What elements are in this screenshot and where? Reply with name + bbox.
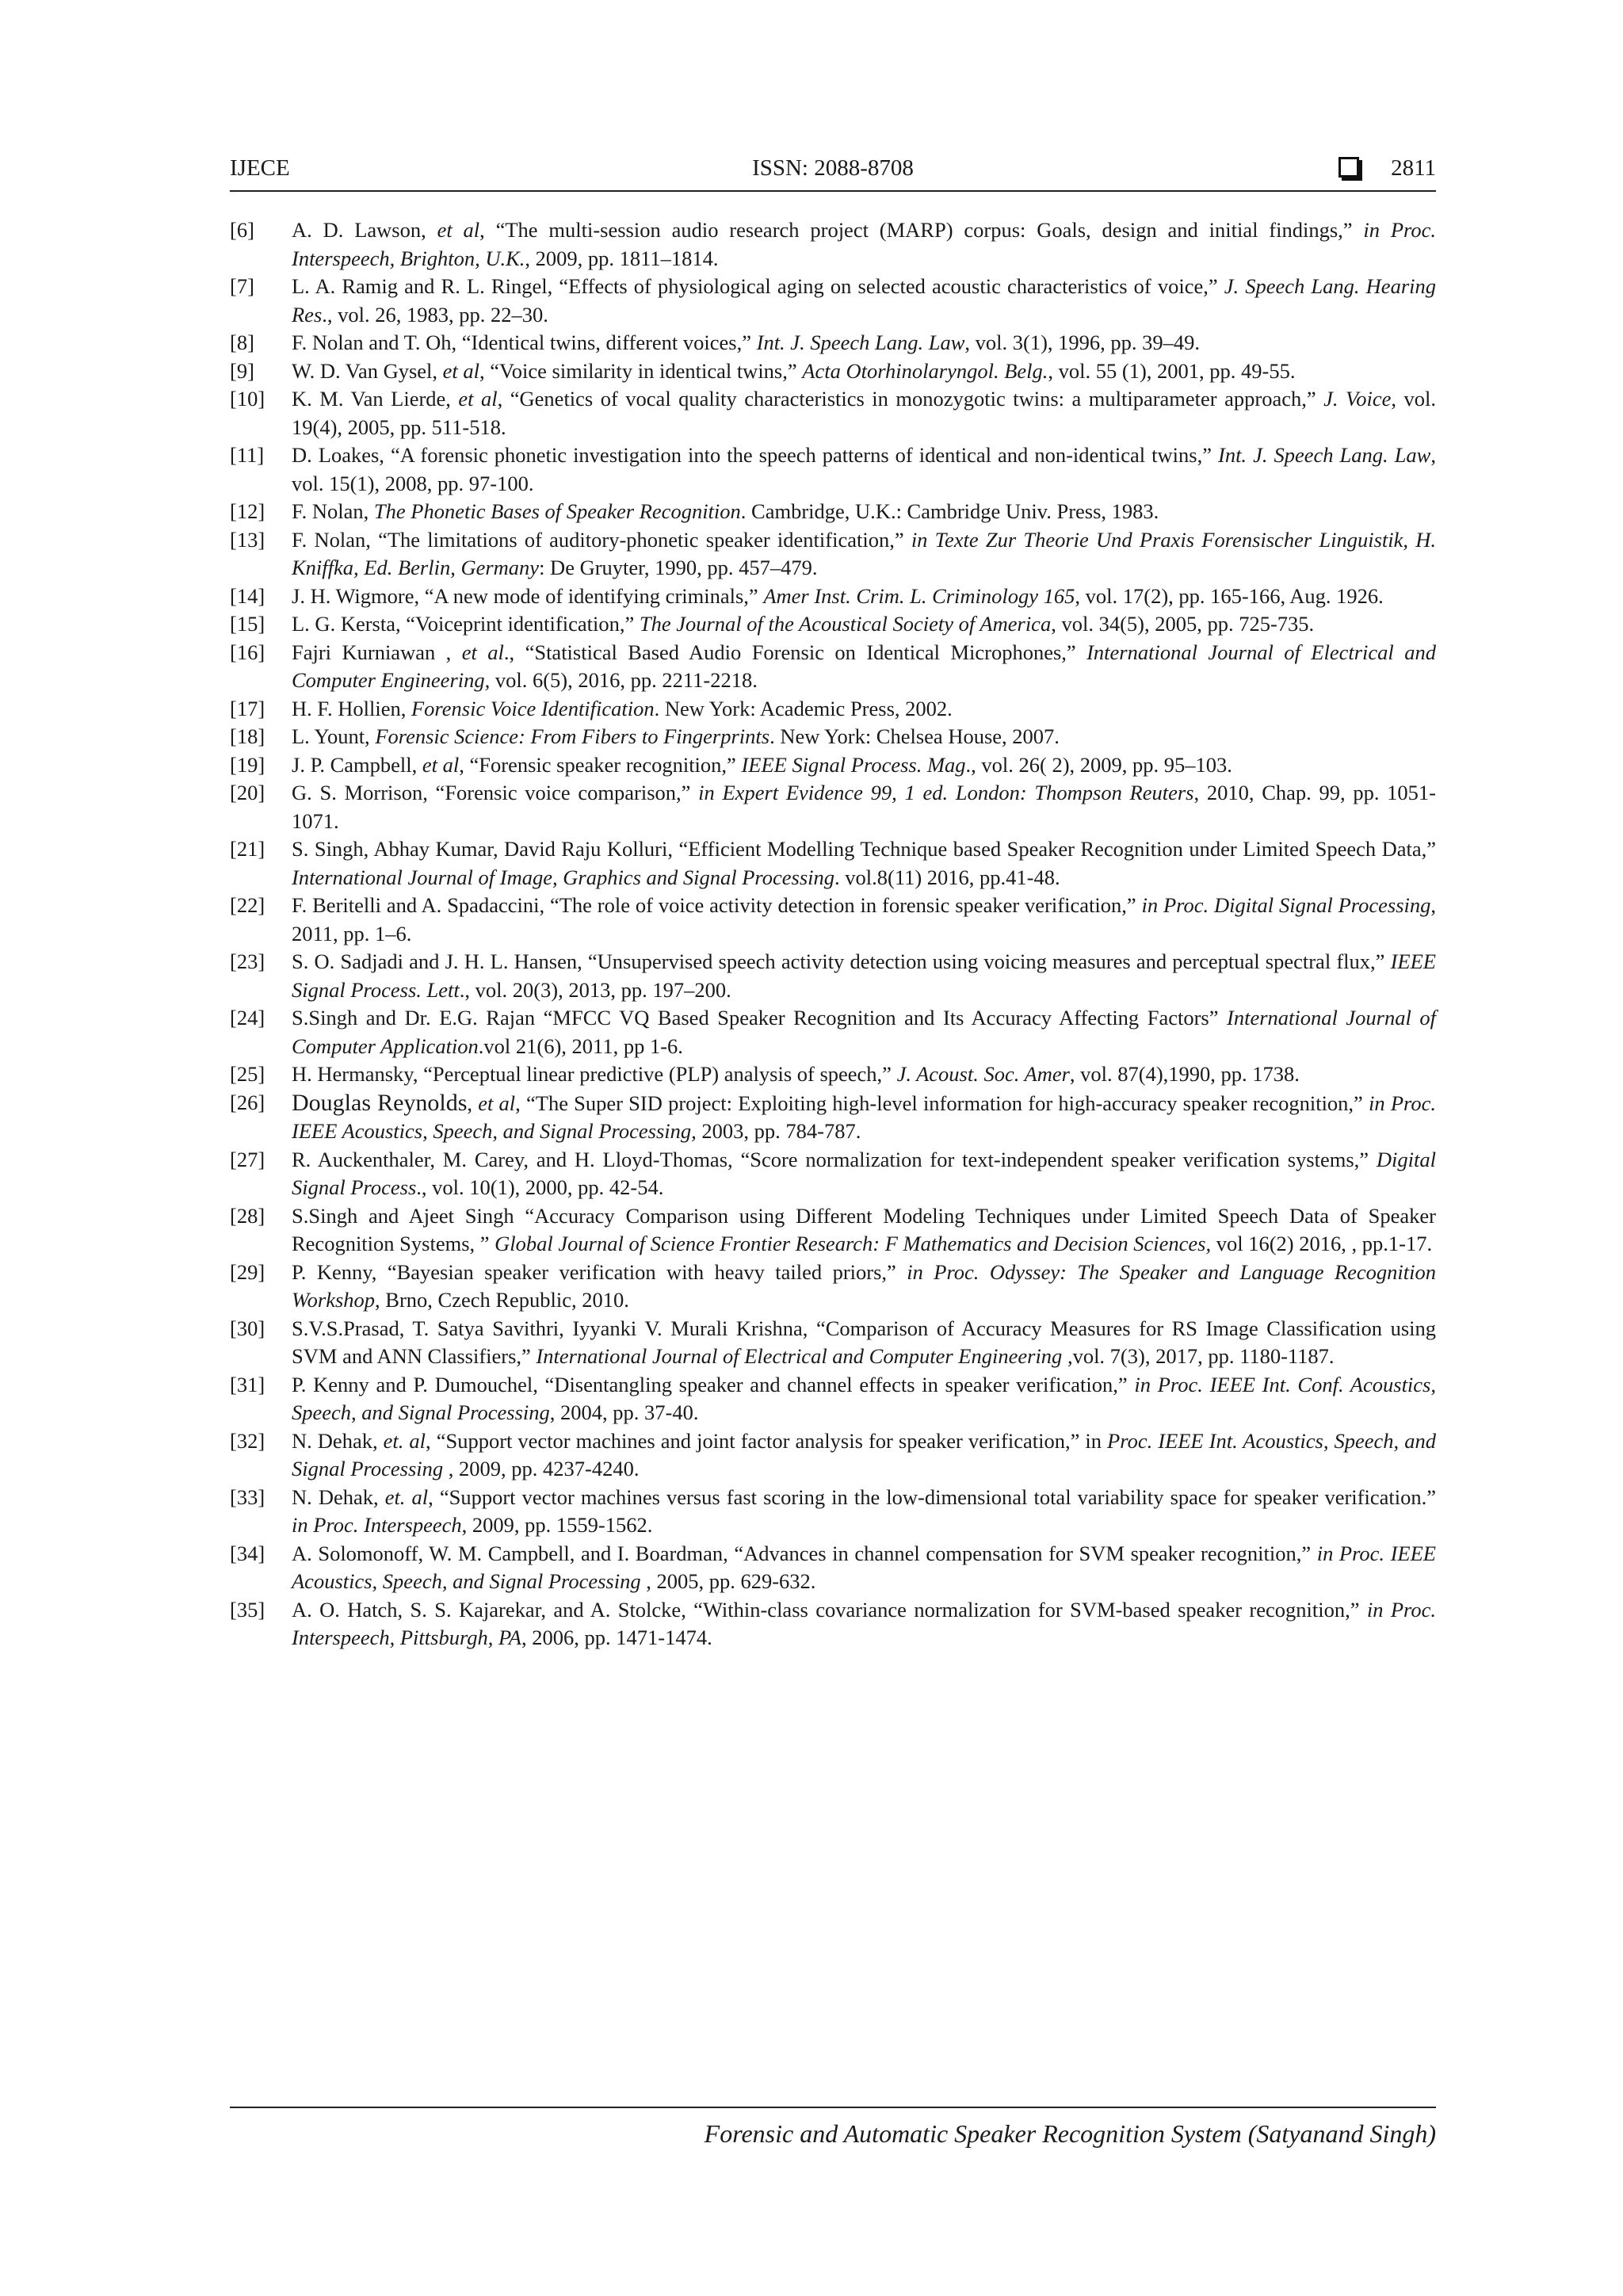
text-segment: , “The multi-session audio research project (MARP) corpus: Goals, design and initial findings,”: [479, 218, 1364, 242]
text-segment: ., vol. 10(1), 2000, pp. 42-54.: [416, 1175, 664, 1199]
text-segment: P. Kenny and P. Dumouchel, “Disentangling speaker and channel effects in speaker verification,”: [292, 1372, 1135, 1396]
text-segment: ., vol. 20(3), 2013, pp. 197–200.: [459, 977, 731, 1002]
reference-text: [292, 498, 1436, 526]
italic-segment: et al: [437, 218, 480, 242]
reference-item: [230, 583, 1436, 611]
reference-number: [17]: [230, 696, 265, 720]
reference-number: [12]: [230, 499, 265, 523]
reference-text: [292, 723, 1436, 751]
italic-segment: in Proc. Interspeech: [292, 1513, 462, 1537]
reference-number: [32]: [230, 1428, 265, 1453]
reference-item: [230, 1596, 1436, 1652]
text-segment: L. A. Ramig and R. L. Ringel, “Effects of physiological aging on selected acoustic characteristics of voice,”: [292, 274, 1224, 298]
italic-segment: in Proc. Interspeech, Pittsburgh, PA: [292, 1597, 1436, 1649]
italic-segment: J. Voice: [1323, 387, 1392, 411]
text-segment: G. S. Morrison, “Forensic voice comparison,”: [292, 781, 699, 804]
reference-number: [23]: [230, 949, 265, 973]
reference-text: [292, 1540, 1436, 1596]
text-segment: , vol. 19(4), 2005, pp. 511-518.: [292, 387, 1436, 439]
reference-number: [18]: [230, 724, 265, 748]
text-segment: L. Yount,: [292, 724, 376, 748]
page-number-group: [1338, 155, 1436, 181]
reference-text: [292, 1259, 1436, 1315]
reference-text: [292, 1371, 1436, 1427]
running-title: Forensic and Automatic Speaker Recognition System (Satyanand Singh): [704, 2119, 1436, 2148]
italic-segment: Int. J. Speech Lang. Law: [1218, 443, 1431, 467]
text-segment: , vol. 17(2), pp. 165-166, Aug. 1926.: [1075, 583, 1384, 608]
italic-segment: in Proc. Digital Signal Processing: [1141, 893, 1431, 917]
text-segment: S. Singh, Abhay Kumar, David Raju Kolluri, “Efficient Modelling Technique based Speaker Recognition under Limited Speech Data,”: [292, 837, 1436, 861]
reference-number: [8]: [230, 330, 254, 354]
reference-item: [230, 1427, 1436, 1484]
text-segment: , “Support vector machines versus fast scoring in the low-dimensional total variability space for speaker verification.”: [428, 1484, 1436, 1509]
text-segment: , 2009, pp. 1559-1562.: [461, 1513, 653, 1537]
italic-segment: International Journal of Image, Graphics and Signal Processing: [292, 865, 835, 889]
text-segment: , 2005, pp. 629-632.: [640, 1569, 816, 1593]
reference-item: [230, 751, 1436, 780]
text-segment: A. O. Hatch, S. S. Kajarekar, and A. Stolcke, “Within-class covariance normalization for SVM-based speaker recognition,”: [292, 1597, 1367, 1622]
text-segment: F. Nolan, “The limitations of auditory-phonetic speaker identification,”: [292, 527, 911, 552]
reference-text: [292, 273, 1436, 329]
reference-text: [292, 695, 1436, 724]
text-segment: P. Kenny, “Bayesian speaker verification with heavy tailed priors,”: [292, 1259, 907, 1284]
italic-segment: The Phonetic Bases of Speaker Recognition: [373, 499, 741, 523]
text-segment: vol 16(2) 2016, , pp.1-17.: [1211, 1232, 1433, 1255]
reference-number: [31]: [230, 1372, 265, 1396]
reference-item: [230, 835, 1436, 892]
italic-segment: et al: [442, 358, 480, 383]
reference-item: [230, 1089, 1436, 1146]
square-checkbox-icon: [1338, 157, 1359, 178]
reference-number: [11]: [230, 443, 265, 467]
reference-text: [292, 779, 1436, 835]
text-segment: , “Genetics of vocal quality characteristics in monozygotic twins: a multiparameter approach,”: [497, 387, 1324, 411]
italic-segment: Int. J. Speech Lang. Law: [756, 330, 965, 354]
text-segment: . Cambridge, U.K.: Cambridge Univ. Press, 1983.: [740, 499, 1159, 523]
reference-list: [230, 216, 1436, 1652]
reference-text: [292, 1202, 1436, 1259]
italic-segment: International Journal of Computer Application: [292, 1006, 1436, 1058]
reference-text: [292, 610, 1436, 639]
reference-number: [20]: [230, 781, 265, 804]
reference-text: [292, 1596, 1436, 1652]
reference-number: [16]: [230, 640, 265, 664]
text-segment: , 2006, pp. 1471-1474.: [521, 1626, 712, 1649]
italic-segment: The Journal of the Acoustical Society of America: [639, 612, 1052, 636]
reference-item: [230, 216, 1436, 273]
text-segment: S.Singh and Ajeet Singh “Accuracy Comparison using Different Modeling Techniques under Limited Speech Data of Speaker Recognition Systems, ”: [292, 1203, 1436, 1255]
italic-segment: Forensic Voice Identification: [411, 696, 655, 720]
reference-item: [230, 1146, 1436, 1202]
italic-segment: Global Journal of Science Frontier Research: F Mathematics and Decision Sciences,: [495, 1232, 1212, 1255]
text-segment: J. H. Wigmore, “A new mode of identifying criminals,”: [292, 583, 764, 608]
reference-item: [230, 779, 1436, 835]
italic-segment: International Journal of Electrical and Computer Engineering,: [292, 640, 1436, 692]
reference-text: [292, 1484, 1436, 1540]
reference-item: [230, 639, 1436, 695]
italic-segment: in Proc. IEEE Acoustics, Speech, and Signal Processing: [292, 1541, 1436, 1593]
italic-segment: et al: [478, 1091, 516, 1115]
reference-number: [30]: [230, 1316, 265, 1340]
reference-number: [19]: [230, 752, 265, 777]
reference-item: [230, 329, 1436, 357]
reference-item: [230, 1371, 1436, 1427]
text-segment: , 2009, pp. 1811–1814.: [525, 246, 719, 270]
text-segment: . New York: Academic Press, 2002.: [654, 696, 953, 720]
text-segment: N. Dehak,: [292, 1484, 385, 1509]
italic-segment: in Texte Zur Theorie Und Praxis Forensischer Linguistik, H. Kniffka, Ed. Berlin, Germany: [292, 527, 1436, 579]
reference-text: [292, 892, 1436, 948]
reference-number: [13]: [230, 527, 265, 552]
page-footer: [230, 2107, 1436, 2149]
text-segment: : De Gruyter, 1990, pp. 457–479.: [539, 556, 818, 579]
text-segment: , 2011, pp. 1–6.: [292, 893, 1437, 946]
reference-number: [15]: [230, 612, 265, 636]
text-segment: J. P. Campbell,: [292, 752, 422, 777]
reference-item: [230, 357, 1436, 386]
text-segment: A. D. Lawson,: [292, 218, 437, 242]
reference-item: [230, 948, 1436, 1004]
italic-segment: IEEE Signal Process. Mag: [741, 752, 966, 777]
text-segment: 2003, pp. 784-787.: [696, 1119, 861, 1143]
text-segment: F. Nolan and T. Oh, “Identical twins, different voices,”: [292, 330, 757, 354]
text-segment: S.V.S.Prasad, T. Satya Savithri, Iyyanki V. Murali Krishna, “Comparison of Accuracy Measures for RS Image Classification using SVM and ANN Classifiers,”: [292, 1316, 1436, 1368]
reference-text: [292, 357, 1436, 386]
reference-number: [27]: [230, 1147, 265, 1171]
text-segment: vol. 6(5), 2016, pp. 2211-2218.: [490, 668, 758, 692]
text-segment: .vol 21(6), 2011, pp 1-6.: [478, 1033, 683, 1058]
reference-text: [292, 583, 1436, 611]
reference-item: [230, 1484, 1436, 1540]
text-segment: ,vol. 7(3), 2017, pp. 1180-1187.: [1062, 1344, 1335, 1368]
italic-segment: in Expert Evidence 99, 1 ed. London: Thompson Reuters: [698, 781, 1194, 804]
reference-number: [10]: [230, 387, 265, 411]
reference-item: [230, 610, 1436, 639]
text-segment: , “Voice similarity in identical twins,”: [479, 358, 803, 383]
reference-number: [35]: [230, 1597, 265, 1622]
italic-segment: et. al: [383, 1428, 426, 1453]
text-segment: H. F. Hollien,: [292, 696, 411, 720]
reference-number: [28]: [230, 1203, 265, 1228]
text-segment: ., “Statistical Based Audio Forensic on Identical Microphones,”: [503, 640, 1087, 664]
text-segment: , 2009, pp. 4237-4240.: [443, 1457, 640, 1480]
reference-item: [230, 441, 1436, 498]
text-segment: , vol. 55 (1), 2001, pp. 49-55.: [1048, 358, 1296, 383]
text-segment: ,: [467, 1091, 479, 1115]
text-segment: S.Singh and Dr. E.G. Rajan “MFCC VQ Based Speaker Recognition and Its Accuracy Affecting Factors”: [292, 1006, 1228, 1030]
reference-text: [292, 948, 1436, 1004]
text-segment: D. Loakes, “A forensic phonetic investigation into the speech patterns of identical and non-identical twins,”: [292, 443, 1218, 467]
reference-text: [292, 526, 1436, 583]
reference-text: [292, 1089, 1436, 1146]
reference-text: [292, 1427, 1436, 1484]
reference-text: [292, 1315, 1436, 1371]
text-segment: H. Hermansky, “Perceptual linear predictive (PLP) analysis of speech,”: [292, 1062, 897, 1086]
text-segment: , vol. 15(1), 2008, pp. 97-100.: [292, 443, 1436, 495]
text-segment: R. Auckenthaler, M. Carey, and H. Lloyd-Thomas, “Score normalization for text-independent speaker verification systems,”: [292, 1147, 1377, 1171]
text-segment: F. Beritelli and A. Spadaccini, “The role of voice activity detection in forensic speaker verification,”: [292, 893, 1142, 917]
reference-item: [230, 385, 1436, 441]
reference-number: [22]: [230, 893, 265, 917]
reference-text: [292, 639, 1436, 695]
reference-number: [29]: [230, 1259, 265, 1284]
italic-segment: J. Speech Lang. Hearing Res: [292, 274, 1436, 327]
text-segment: , vol. 87(4),1990, pp. 1738.: [1069, 1062, 1300, 1086]
italic-segment: in Proc. IEEE Int. Conf. Acoustics, Speech, and Signal Processing: [292, 1372, 1436, 1424]
reference-text: [292, 385, 1436, 441]
text-segment: N. Dehak,: [292, 1428, 384, 1453]
issn: ISSN: 2088-8708: [752, 155, 914, 181]
reference-item: [230, 1540, 1436, 1596]
reference-item: [230, 695, 1436, 724]
text-segment: Douglas Reynolds: [292, 1089, 468, 1116]
italic-segment: et al: [458, 387, 498, 411]
italic-segment: Amer Inst. Crim. L. Criminology 165: [763, 583, 1075, 608]
reference-text: [292, 216, 1436, 273]
reference-item: [230, 1202, 1436, 1259]
reference-number: [26]: [230, 1090, 265, 1114]
text-segment: Fajri Kurniawan ,: [292, 640, 462, 664]
text-segment: F. Nolan,: [292, 499, 374, 523]
text-segment: A. Solomonoff, W. M. Campbell, and I. Boardman, “Advances in channel compensation for SVM speaker recognition,”: [292, 1541, 1317, 1565]
reference-text: [292, 1004, 1436, 1060]
text-segment: , 2004, pp. 37-40.: [549, 1400, 699, 1424]
reference-number: [9]: [230, 358, 254, 383]
reference-item: [230, 273, 1436, 329]
reference-number: [24]: [230, 1006, 265, 1030]
text-segment: S. O. Sadjadi and J. H. L. Hansen, “Unsupervised speech activity detection using voicing measures and perceptual spectral flux,”: [292, 949, 1391, 973]
reference-item: [230, 1315, 1436, 1371]
italic-segment: Acta Otorhinolaryngol. Belg.: [802, 358, 1048, 383]
reference-text: [292, 835, 1436, 892]
reference-number: [34]: [230, 1541, 265, 1565]
italic-segment: Digital Signal Process: [292, 1147, 1436, 1199]
italic-segment: et. al: [384, 1484, 429, 1509]
text-segment: ., vol. 26( 2), 2009, pp. 95–103.: [965, 752, 1232, 777]
italic-segment: Forensic Science: From Fibers to Fingerprints: [375, 724, 770, 748]
italic-segment: in Proc. Odyssey: The Speaker and Language Recognition Workshop: [292, 1259, 1436, 1312]
reference-item: [230, 526, 1436, 583]
italic-segment: et al: [461, 640, 504, 664]
reference-text: [292, 329, 1436, 357]
text-segment: , “The Super SID project: Exploiting high-level information for high-accuracy speaker recognition,”: [515, 1091, 1369, 1115]
journal-name: IJECE: [230, 155, 290, 181]
text-segment: ., vol. 26, 1983, pp. 22–30.: [322, 302, 548, 327]
text-segment: , vol. 34(5), 2005, pp. 725-735.: [1051, 612, 1315, 636]
text-segment: L. G. Kersta, “Voiceprint identification,”: [292, 612, 640, 636]
italic-segment: in Proc. Interspeech, Brighton, U.K.: [292, 218, 1436, 270]
reference-item: [230, 1259, 1436, 1315]
text-segment: . New York: Chelsea House, 2007.: [769, 724, 1060, 748]
italic-segment: J. Acoust. Soc. Amer: [896, 1062, 1070, 1086]
italic-segment: et al: [422, 752, 460, 777]
reference-number: [21]: [230, 837, 265, 861]
page-number: 2811: [1391, 155, 1436, 181]
text-segment: , “Support vector machines and joint factor analysis for speaker verification,” in: [426, 1428, 1108, 1453]
reference-number: [14]: [230, 583, 265, 608]
page-header: [230, 155, 1436, 192]
reference-item: [230, 1060, 1436, 1089]
italic-segment: in Proc. IEEE Acoustics, Speech, and Signal Processing,: [292, 1091, 1436, 1143]
reference-number: [33]: [230, 1484, 265, 1509]
reference-text: [292, 441, 1436, 498]
reference-text: [292, 1060, 1436, 1089]
reference-text: [292, 751, 1436, 780]
italic-segment: IEEE Signal Process. Lett: [292, 949, 1436, 1002]
italic-segment: Proc. IEEE Int. Acoustics, Speech, and Signal Processing: [292, 1428, 1436, 1480]
reference-item: [230, 723, 1436, 751]
text-segment: W. D. Van Gysel,: [292, 358, 443, 383]
reference-item: [230, 498, 1436, 526]
text-segment: . vol.8(11) 2016, pp.41-48.: [834, 865, 1060, 889]
reference-number: [25]: [230, 1062, 265, 1086]
reference-number: [6]: [230, 218, 254, 242]
reference-number: [7]: [230, 274, 254, 298]
text-segment: , 2010, Chap. 99, pp. 1051-1071.: [292, 781, 1436, 833]
text-segment: K. M. Van Lierde,: [292, 387, 459, 411]
reference-item: [230, 1004, 1436, 1060]
text-segment: , Brno, Czech Republic, 2010.: [375, 1288, 629, 1312]
text-segment: , vol. 3(1), 1996, pp. 39–49.: [964, 330, 1201, 354]
text-segment: , “Forensic speaker recognition,”: [459, 752, 742, 777]
reference-text: [292, 1146, 1436, 1202]
italic-segment: International Journal of Electrical and Computer Engineering: [536, 1344, 1063, 1368]
reference-item: [230, 892, 1436, 948]
